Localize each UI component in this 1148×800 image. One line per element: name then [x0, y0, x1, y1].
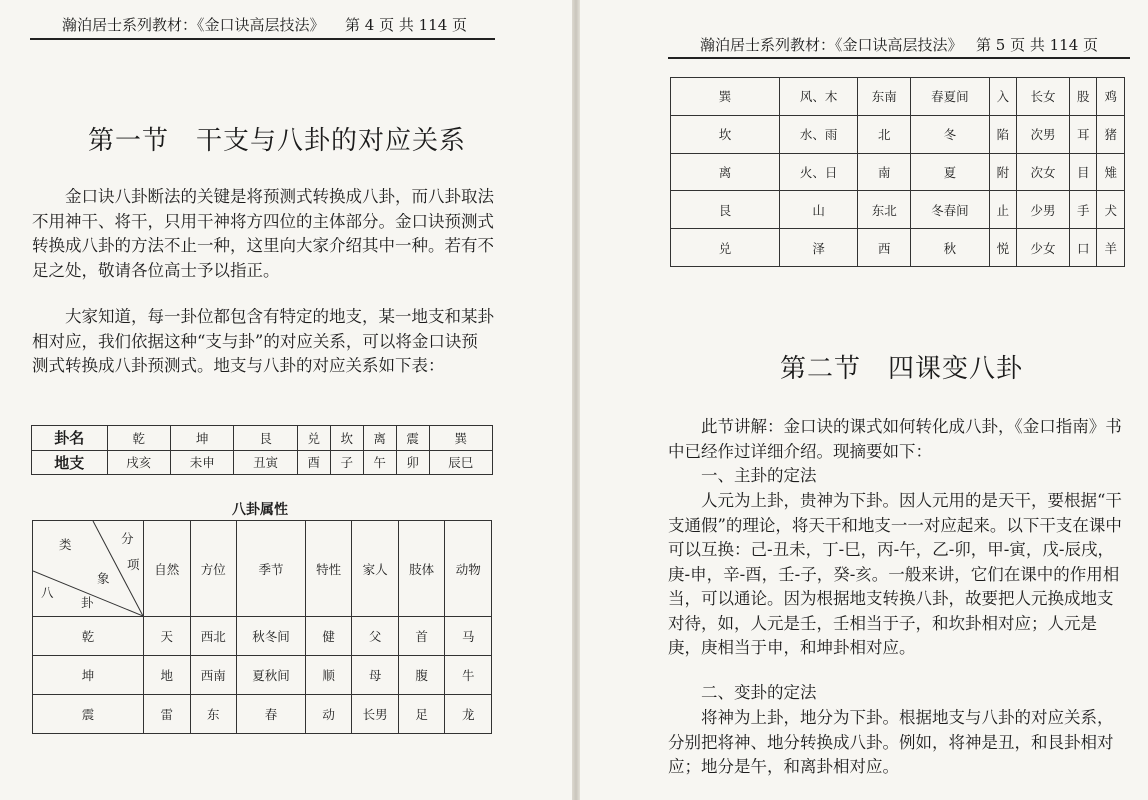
table-cell: 风、木 — [780, 78, 858, 116]
table-cell: 秋冬间 — [237, 617, 306, 656]
table-cell: 猪 — [1097, 115, 1125, 153]
table-cell: 卯 — [396, 450, 429, 475]
corner-label: 项 — [127, 557, 140, 572]
table-cell: 健 — [305, 617, 352, 656]
table-cell: 巽 — [671, 78, 780, 116]
table-cell: 止 — [989, 191, 1016, 229]
paragraph: 金口诀八卦断法的关键是将预测式转换成八卦，而八卦取法不用神干、将干，只用干神将方四位的主体部分。金口诀预测式转换成八卦的方法不止一种，这里向大家介绍其中一种。若有不足之处，敬请各位高士予以指正。 — [32, 187, 494, 280]
table-cell: 陷 — [989, 115, 1016, 153]
table-cell: 北 — [858, 115, 911, 153]
table-cell: 股 — [1069, 78, 1096, 116]
trigram-attribute-table-continued — [670, 77, 1125, 267]
table-cell: 午 — [363, 450, 396, 475]
table-cell: 少女 — [1017, 229, 1070, 267]
table-cell: 震 — [33, 695, 144, 734]
table-cell: 地支 — [32, 450, 108, 475]
table-cell: 犬 — [1097, 191, 1125, 229]
table-cell: 兑 — [671, 229, 780, 267]
subheading: 一、主卦的定法 — [701, 466, 817, 485]
table-cell: 雷 — [144, 695, 191, 734]
table-header: 肢体 — [398, 521, 445, 617]
corner-label: 八 — [41, 585, 54, 600]
table-header: 方位 — [190, 521, 237, 617]
table-cell: 牛 — [445, 656, 492, 695]
table-cell: 悦 — [989, 229, 1016, 267]
table-cell: 兑 — [297, 426, 330, 451]
table-cell: 火、日 — [780, 153, 858, 191]
table-cell: 羊 — [1097, 229, 1125, 267]
table-cell: 艮 — [234, 426, 297, 451]
table-row — [33, 695, 492, 734]
table-cell: 坤 — [171, 426, 234, 451]
table-cell: 坎 — [330, 426, 363, 451]
table-row — [33, 617, 492, 656]
table-cell: 夏秋间 — [237, 656, 306, 695]
table-row — [32, 426, 493, 451]
paragraph: 人元为上卦，贵神为下卦。因人元用的是天干，要根据“干支通假”的理论，将天干和地支一一对应起来。以下干支在课中可以互换：己-丑未，丁-巳，丙-午，乙-卯，甲-寅，戊-辰戌，庚-申，辛-酉，壬-子，癸-亥。一般来讲，它们在课中的作用相当，可以通论。因为根据地支转换八卦，故要把人元换成地支对待，如，人元是壬，壬相当于子，和坎卦相对应；人元是庚，庚相当于申，和坤卦相对应。 — [668, 491, 1122, 657]
table-cell: 西 — [858, 229, 911, 267]
table-header: 自然 — [144, 521, 191, 617]
table-cell: 冬春间 — [911, 191, 989, 229]
table-cell: 未申 — [171, 450, 234, 475]
table-cell: 腹 — [398, 656, 445, 695]
table-cell: 艮 — [671, 191, 780, 229]
table-cell: 东 — [190, 695, 237, 734]
right-page — [580, 0, 1148, 800]
table-cell: 动 — [305, 695, 352, 734]
table-cell: 鸡 — [1097, 78, 1125, 116]
table-cell: 卦名 — [32, 426, 108, 451]
table-cell: 戌亥 — [107, 450, 170, 475]
table-cell: 雉 — [1097, 153, 1125, 191]
corner-label: 类 — [59, 537, 72, 552]
table-header: 特性 — [305, 521, 352, 617]
table-cell: 坤 — [33, 656, 144, 695]
table-cell: 西北 — [190, 617, 237, 656]
table-cell: 足 — [398, 695, 445, 734]
table-cell: 次男 — [1017, 115, 1070, 153]
corner-label: 卦 — [81, 595, 94, 610]
table-row — [33, 656, 492, 695]
table-cell: 子 — [330, 450, 363, 475]
table-cell: 次女 — [1017, 153, 1070, 191]
table-cell: 辰巳 — [429, 450, 492, 475]
left-page — [0, 0, 572, 800]
table-cell: 西南 — [190, 656, 237, 695]
table-cell: 龙 — [445, 695, 492, 734]
table-cell: 手 — [1069, 191, 1096, 229]
table-cell: 冬 — [911, 115, 989, 153]
table-header: 家人 — [352, 521, 399, 617]
table-cell: 少男 — [1017, 191, 1070, 229]
table-row — [671, 78, 1125, 116]
table-cell: 目 — [1069, 153, 1096, 191]
table-cell: 长男 — [352, 695, 399, 734]
table-header-row — [33, 521, 492, 617]
table-cell: 秋 — [911, 229, 989, 267]
table-caption: 八卦属性 — [232, 502, 288, 518]
table-row — [671, 115, 1125, 153]
table-cell: 丑寅 — [234, 450, 297, 475]
paragraph: 大家知道，每一卦位都包含有特定的地支，某一地支和某卦相对应，我们依据这种“支与卦”的对应关系，可以将金口诀预测式转换成八卦预测式。地支与八卦的对应关系如下表： — [32, 307, 494, 375]
table-cell: 附 — [989, 153, 1016, 191]
table-cell: 乾 — [33, 617, 144, 656]
page-header-number: 第 5 页 共 114 页 — [976, 36, 1099, 54]
trigram-attribute-table — [32, 520, 492, 734]
table-row — [671, 229, 1125, 267]
table-cell: 顺 — [305, 656, 352, 695]
page-header-number: 第 4 页 共 114 页 — [345, 16, 468, 34]
table-cell: 离 — [671, 153, 780, 191]
table-row — [671, 191, 1125, 229]
subheading: 二、变卦的定法 — [701, 683, 817, 702]
table-cell: 巽 — [429, 426, 492, 451]
paragraph: 此节讲解：金口诀的课式如何转化成八卦，《金口指南》书中已经作过详细介绍。现摘要如下： — [668, 417, 1122, 461]
table-cell: 酉 — [297, 450, 330, 475]
table-cell: 马 — [445, 617, 492, 656]
corner-label: 象 — [97, 571, 110, 586]
table-cell: 山 — [780, 191, 858, 229]
table-cell: 南 — [858, 153, 911, 191]
table-cell: 春夏间 — [911, 78, 989, 116]
table-cell: 水、雨 — [780, 115, 858, 153]
table-cell: 坎 — [671, 115, 780, 153]
branch-trigram-table — [31, 425, 493, 475]
diagonal-header-cell — [33, 521, 144, 617]
table-cell: 入 — [989, 78, 1016, 116]
table-cell: 母 — [352, 656, 399, 695]
table-row — [671, 153, 1125, 191]
table-cell: 东南 — [858, 78, 911, 116]
table-header: 动物 — [445, 521, 492, 617]
header-rule — [30, 38, 495, 40]
page-header-title: 瀚泊居士系列教材：《金口诀高层技法》 — [700, 36, 963, 54]
table-cell: 震 — [396, 426, 429, 451]
table-cell: 春 — [237, 695, 306, 734]
paragraph: 将神为上卦，地分为下卦。根据地支与八卦的对应关系，分别把将神、地分转换成八卦。例如，将神是丑，和艮卦相对应；地分是午，和离卦相对应。 — [668, 708, 1114, 776]
table-cell: 夏 — [911, 153, 989, 191]
table-header: 季节 — [237, 521, 306, 617]
table-cell: 乾 — [107, 426, 170, 451]
table-cell: 东北 — [858, 191, 911, 229]
section-title: 第二节 四课变八卦 — [780, 354, 1024, 384]
corner-label: 分 — [121, 531, 134, 546]
book-gutter — [572, 0, 580, 800]
table-cell: 口 — [1069, 229, 1096, 267]
table-cell: 地 — [144, 656, 191, 695]
table-cell: 离 — [363, 426, 396, 451]
table-cell: 天 — [144, 617, 191, 656]
section-title: 第一节 干支与八卦的对应关系 — [88, 126, 467, 156]
header-rule — [668, 57, 1130, 59]
table-row — [32, 450, 493, 475]
page-header-title: 瀚泊居士系列教材：《金口诀高层技法》 — [62, 16, 325, 34]
table-cell: 耳 — [1069, 115, 1096, 153]
table-cell: 长女 — [1017, 78, 1070, 116]
table-cell: 父 — [352, 617, 399, 656]
table-cell: 泽 — [780, 229, 858, 267]
table-cell: 首 — [398, 617, 445, 656]
